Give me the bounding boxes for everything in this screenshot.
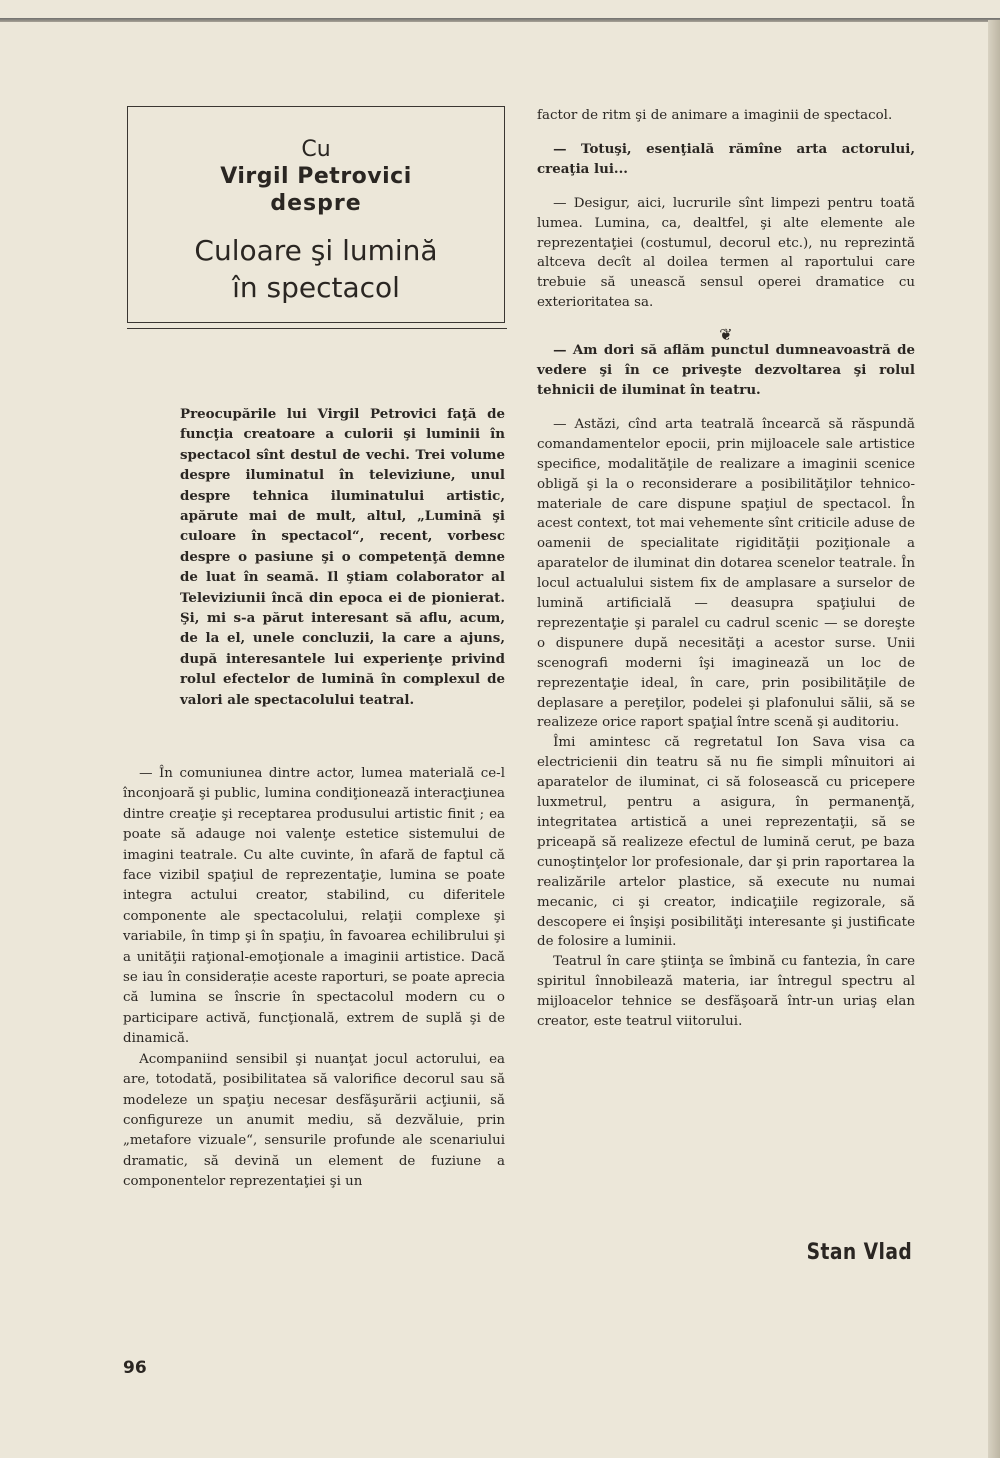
subtitle-line-2: în spectacol: [232, 271, 400, 304]
right-paragraph-3: — Astăzi, cînd arta teatrală încearcă să răspundă comandamentelor epocii, prin mijloacele sale artistice specifice, modalităţile de realizare a imaginii scenice obligă şi la o reconsiderare a posibilităţilor tehnico-materiale de care dispune spaţiul de spectacol. În acest context, tot mai vehemente sînt criticile aduse de oamenii de specialitate rigidităţii poziţionale a aparatelor de iluminat din dotarea scenelor teatrale. În locul actualului sistem fix de amplasare a surselor de lumină artificială — deasupra spaţiului de reprezentaţie şi paralel cu cadrul scenic — se doreşte o dispunere după necesităţi a acestor surse. Unii scenografi moderni îşi imaginează un loc de reprezentaţie ideal, în care, prin posibilităţile de deplasare a pereţilor, podelei şi plafonului sălii, să se realizeze orice raport spaţial între scenă şi auditoriu.: [537, 416, 915, 731]
title-line-2: Virgil Petrovici: [220, 164, 412, 189]
page-top-edge: [0, 18, 1000, 22]
left-paragraph-1: — În comuniunea dintre actor, lumea materială ce-l înconjoară şi public, lumina condiţionează interacţiunea dintre creaţie şi receptarea produsului artistic finit ; ea poate să adauge noi valenţe estetice sistemului de imagini teatrale. Cu alte cuvinte, în afară de faptul că face vizibil spaţiul de reprezentaţie, lumina se poate integra actului creator, stabilind, cu diferitele componente ale spectacolului, relaţii complexe şi variabile, în timp şi în spaţiu, în favoarea echilibrului şi a unităţii raţional-emoţionale a imaginii artistice. Dacă se iau în considerație aceste raporturi, se poate aprecia că lumina se înscrie în spectacolul modern cu o participare activă, funcţională, extrem de suplă şi de dinamică.: [123, 766, 505, 1047]
author-signature: Stan Vlad: [806, 1240, 912, 1265]
page-right-edge: [988, 20, 1000, 1458]
title-underline-rule: [127, 328, 507, 329]
left-column: [123, 764, 505, 1193]
right-paragraph-4: Îmi amintesc că regretatul Ion Sava visa ca electricienii din teatru să nu fie simpli mînuitori ai aparatelor de iluminat, ci să folosească cu pricepere luxmetrul, pentru a asigura, în permanenţă, integritatea artistică a unei reprezentaţii, să se priceapă să realizeze efectul de lumină cerut, pe baza cunoştinţelor lor profesionale, dar şi prin raportarea la realizările artelor plastice, să execute nu numai mecanic, ci şi creator, indicaţiile regizorale, să descopere ei înşişi posibilităţi interesante şi justificate de folosire a luminii.: [537, 735, 915, 950]
intro-text: Preocupările lui Virgil Petrovici faţă de funcţia creatoare a culorii şi luminii în spectacol sînt destul de vechi. Trei volume despre iluminatul în televiziune, unul despre tehnica iluminatului artistic, apărute mai de mult, altul, „Lumină şi culoare în spectacol“, recent, vorbesc despre o pasiune şi o competenţă demne de luat în seamă. Il ştiam colaborator al Televiziunii încă din epoca ei de pionierat. Şi, mi s-a părut interesant să aflu, acum, de la el, unele concluzii, la care a ajuns, după interesantele lui experienţe privind rolul efectelor de lumină în complexul de valori ale spectacolului teatral.: [180, 406, 505, 708]
question-1: — Totuşi, esenţială rămîne arta actorului, creaţia lui...: [537, 140, 915, 177]
page-number: 96: [123, 1358, 147, 1378]
ornament-icon: ❦: [719, 325, 733, 345]
right-paragraph-2: — Desigur, aici, lucrurile sînt limpezi pentru toată lumea. Lumina, ca, dealtfel, şi alte elemente ale reprezentaţiei (costumul, decorul etc.), nu reprezintă altceva decît al doilea termen al raportului care trebuie să unească sensul operei dramatice cu exterioritatea sa.: [537, 195, 915, 311]
intro-paragraph: [180, 404, 505, 710]
subtitle-line-1: Culoare şi lumină: [194, 234, 438, 267]
right-column: [537, 106, 915, 1032]
title-box: [127, 106, 505, 323]
left-paragraph-2: Acompaniind sensibil şi nuanţat jocul actorului, ea are, totodată, posibilitatea să valorifice decorul sau să modeleze un spaţiu necesar desfăşurării acţiunii, să configureze un anumit mediu, să dezvăluie, prin „metafore vizuale“, sensurile profunde ale scenariului dramatic, să devină un element de fuziune a componentelor reprezentaţiei şi un: [123, 1051, 505, 1190]
title-line-1: Cu: [301, 137, 331, 162]
title-line-3: despre: [270, 191, 362, 216]
question-2: — Am dori să aflăm punctul dumneavoastră de vedere şi în ce priveşte dezvoltarea şi rolul tehnicii de iluminat în teatru.: [537, 342, 915, 398]
right-paragraph-5: Teatrul în care ştiinţa se îmbină cu fantezia, în care spiritul înnobilează materia, iar întregul spectru al mijloacelor tehnice se desfăşoară într-un uriaş elan creator, este teatrul viitorului.: [537, 954, 915, 1030]
right-paragraph-1: factor de ritm şi de animare a imaginii de spectacol.: [537, 108, 893, 123]
